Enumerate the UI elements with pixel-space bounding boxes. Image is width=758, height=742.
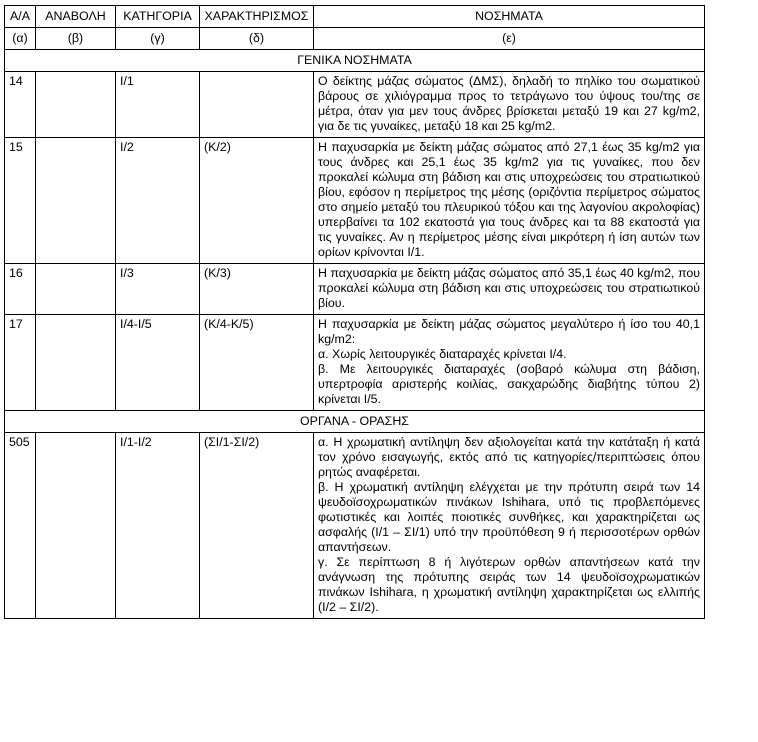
nosimata-paragraph: α. Η χρωματική αντίληψη δεν αξιολογείται κατά την κατάταξη ή κατά τον χρόνο εισαγωγής, εκτός από τις κατηγορίες/περιπτώσεις όπου ρητώς αναφέρεται. [318, 435, 700, 479]
subheader-c: (γ) [116, 28, 200, 50]
cell-nosimata [314, 138, 705, 264]
cell-nosimata [314, 72, 705, 138]
cell-katigoria: Ι/4-Ι/5 [116, 315, 200, 411]
nosimata-paragraph: Η παχυσαρκία με δείκτη μάζας σώματος μεγαλύτερο ή ίσο του 40,1 kg/m2: [318, 317, 700, 346]
subheader-e: (ε) [314, 28, 705, 50]
cell-aa: 17 [5, 315, 36, 411]
cell-aa: 16 [5, 264, 36, 315]
section-header [5, 411, 705, 433]
cell-xaraktirismos: (Κ/4-Κ/5) [200, 315, 314, 411]
section-title: ΓΕΝΙΚΑ ΝΟΣΗΜΑΤΑ [5, 50, 705, 72]
cell-anavoli [36, 264, 116, 315]
cell-xaraktirismos: (Κ/3) [200, 264, 314, 315]
table-row [5, 433, 705, 619]
subheader-a: (α) [5, 28, 36, 50]
subheader-b: (β) [36, 28, 116, 50]
subheader-row [5, 28, 705, 50]
cell-xaraktirismos: (ΣΙ/1-ΣΙ/2) [200, 433, 314, 619]
cell-aa: 15 [5, 138, 36, 264]
table-row [5, 72, 705, 138]
cell-xaraktirismos: (Κ/2) [200, 138, 314, 264]
nosimata-paragraph: β. Με λειτουργικές διαταραχές (σοβαρό κώλυμα στη βάδιση, υπερτροφία αριστερής κοιλίας, σακχαρώδης διαβήτης τύπου 2) κρίνεται Ι/5. [318, 362, 700, 406]
nosimata-paragraph: α. Χωρίς λειτουργικές διαταραχές κρίνεται Ι/4. [318, 347, 567, 361]
header-anavoli: ΑΝΑΒΟΛΗ [36, 6, 116, 28]
nosimata-paragraph: γ. Σε περίπτωση 8 ή λιγότερων ορθών απαντήσεων κατά την ανάγνωση της πρότυπης σειράς των 14 ψευδοϊσοχρωματικών πινάκων Ishihara, η χρωματική αντίληψη χαρακτηρίζεται ως ελλιπής (Ι/2 – ΣΙ/2). [318, 555, 700, 614]
cell-katigoria: Ι/1 [116, 72, 200, 138]
table-row [5, 315, 705, 411]
nosimata-paragraph: Ο δείκτης μάζας σώματος (ΔΜΣ), δηλαδή το πηλίκο του σωματικού βάρους σε χιλιόγραμμα προς το τετράγωνο του ύψους του/της σε μέτρα, όταν για μεν τους άνδρες βρίσκεται μεταξύ 19 και 27 kg/m2, για δε τις γυναίκες, μεταξύ 18 και 25 kg/m2. [318, 74, 700, 133]
cell-katigoria: Ι/2 [116, 138, 200, 264]
header-row [5, 6, 705, 28]
cell-aa: 14 [5, 72, 36, 138]
cell-anavoli [36, 315, 116, 411]
regulation-table [4, 5, 705, 619]
header-katigoria: ΚΑΤΗΓΟΡΙΑ [116, 6, 200, 28]
cell-nosimata [314, 264, 705, 315]
table-row [5, 138, 705, 264]
nosimata-paragraph: Η παχυσαρκία με δείκτη μάζας σώματος από 35,1 έως 40 kg/m2, που προκαλεί κώλυμα στη βάδιση και στις υποχρεώσεις του στρατιωτικού βίου. [318, 266, 700, 310]
header-xaraktirismos: ΧΑΡΑΚΤΗΡΙΣΜΟΣ [200, 6, 314, 28]
table-row [5, 264, 705, 315]
cell-nosimata [314, 315, 705, 411]
cell-katigoria: Ι/1-Ι/2 [116, 433, 200, 619]
subheader-d: (δ) [200, 28, 314, 50]
nosimata-paragraph: β. Η χρωματική αντίληψη ελέγχεται με την πρότυπη σειρά των 14 ψευδοϊσοχρωματικών πινάκων Ishihara, υπό τις προβλεπόμενες φωτιστικές και λοιπές ποιοτικές συνθήκες, και χαρακτηρίζεται ως ασφαλής (Ι/1 – ΣΙ/1) υπό την προϋπόθεση 9 ή περισσοτέρων ορθών απαντήσεων. [318, 480, 700, 554]
nosimata-paragraph: Η παχυσαρκία με δείκτη μάζας σώματος από 27,1 έως 35 kg/m2 για τους άνδρες και 25,1 έως 35 kg/m2 για τις γυναίκες, που δεν προκαλεί κώλυμα στη βάδιση και στις υποχρεώσεις του στρατιωτικού βίου, εφόσον η περίμετρος της μέσης (οριζόντια περίμετρος σώματος στο σημείο μεταξύ του πλευρικού τόξου και της λαγονίου ακρολοφίας) υπερβαίνει τα 102 εκατοστά για τους άνδρες και τα 88 εκατοστά για τις γυναίκες. Αν η περίμετρος μέσης είναι μικρότερη ή ίση αυτών των ορίων κρίνονται Ι/1. [318, 140, 700, 259]
cell-katigoria: Ι/3 [116, 264, 200, 315]
cell-nosimata [314, 433, 705, 619]
cell-anavoli [36, 72, 116, 138]
header-aa: Α/Α [5, 6, 36, 28]
cell-xaraktirismos [200, 72, 314, 138]
header-nosimata: ΝΟΣΗΜΑΤΑ [314, 6, 705, 28]
cell-anavoli [36, 138, 116, 264]
section-header [5, 50, 705, 72]
cell-anavoli [36, 433, 116, 619]
section-title: ΟΡΓΑΝΑ - ΟΡΑΣΗΣ [5, 411, 705, 433]
cell-aa: 505 [5, 433, 36, 619]
